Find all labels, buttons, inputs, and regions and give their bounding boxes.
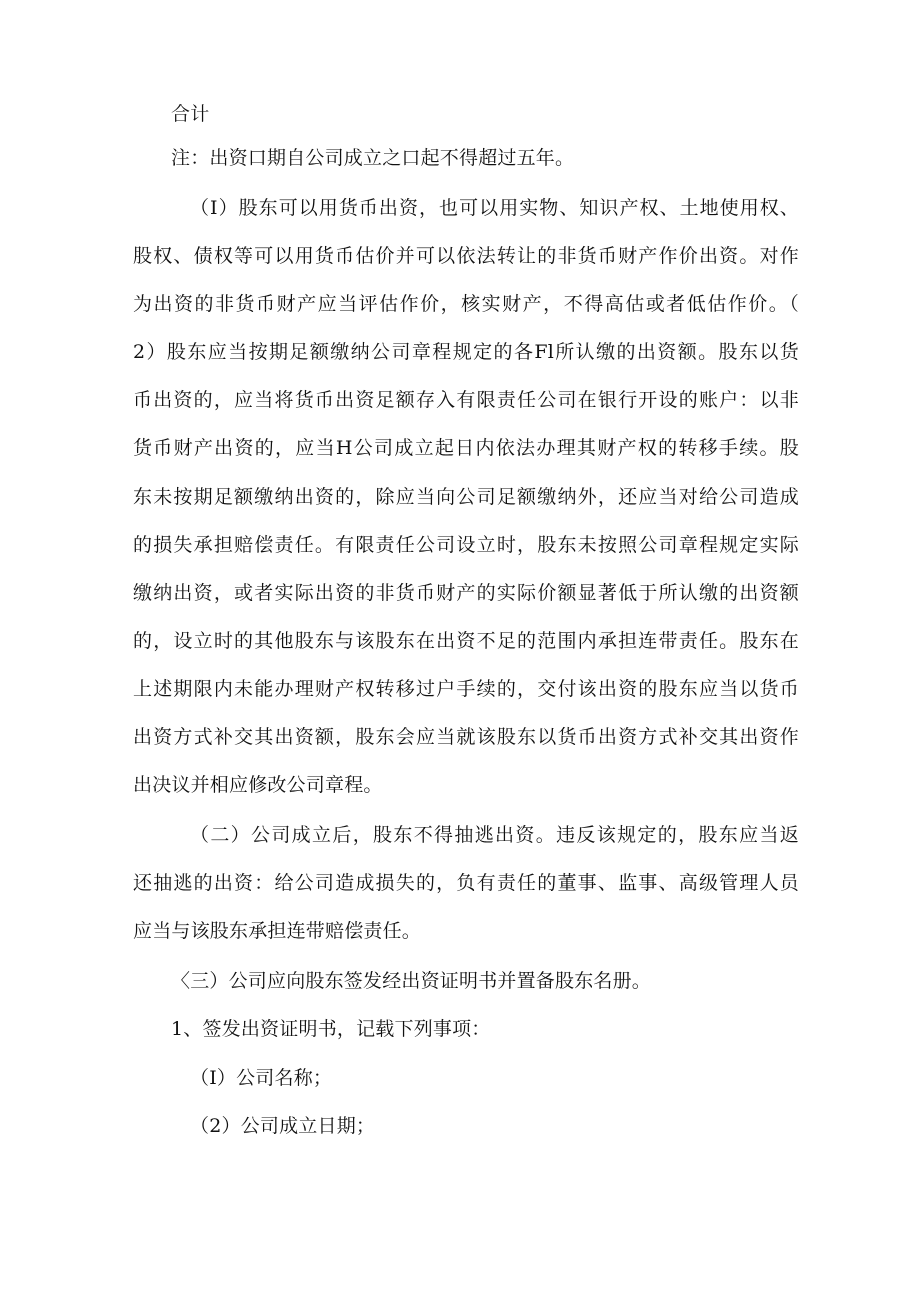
paragraph-3: 〈三）公司应向股东签发经出资证明书并置备股东名册。 [171, 970, 652, 992]
paragraph-2-line-3: 应当与该股东承担连带赔偿责任。 [133, 920, 422, 942]
list-item-1: （I）公司名称； [190, 1067, 333, 1089]
paragraph-1-line-12: 出资方式补交其出资额，股东会应当就该股东以货币出资方式补交其出资作 [133, 726, 799, 748]
list-item-2: （2）公司成立日期； [190, 1115, 376, 1137]
list-heading: 1、签发出资证明书，记载下列事项： [171, 1018, 491, 1040]
paragraph-2-line-1: （二）公司成立后，股东不得抽逃出资。违反该规定的，股东应当返 [190, 824, 799, 846]
paragraph-2-line-2: 还抽逃的出资：给公司造成损失的，负有责任的董事、监事、高级管理人员 [133, 872, 799, 894]
paragraph-1-line-9: 缴纳出资，或者实际出资的非货币财产的实际价额显著低于所认缴的出资额 [133, 582, 799, 604]
paragraph-1-line-6: 货币财产出资的，应当H公司成立起日内依法办理其财产权的转移手续。股 [133, 437, 799, 459]
paragraph-1-line-3: 为出资的非货币财产应当评估作价，核实财产，不得高估或者低估作价。（ [133, 293, 799, 315]
paragraph-1-line-7: 东未按期足额缴纳出资的，除应当向公司足额缴纳外，还应当对给公司造成 [133, 486, 799, 508]
paragraph-1-line-10: 的，设立时的其他股东与该股东在出资不足的范围内承担连带责任。股东在 [133, 630, 799, 652]
paragraph-1-line-4: 2）股东应当按期足额缴纳公司章程规定的各Fl所认缴的出资额。股东以货 [133, 341, 799, 363]
paragraph-1-line-2: 股权、债权等可以用货币估价并可以依法转让的非货币财产作价出资。对作 [133, 245, 799, 267]
note-line: 注：出资口期自公司成立之口起不得超过五年。 [171, 147, 575, 169]
paragraph-1-line-5: 币出资的，应当将货币出资足额存入有限责任公司在银行开设的账户：以非 [133, 389, 799, 411]
table-total-label: 合计 [171, 103, 210, 125]
paragraph-1-line-13: 出决议并相应修改公司章程。 [133, 774, 383, 796]
paragraph-1-line-1: （I）股东可以用货币出资，也可以用实物、知识产权、土地使用权、 [190, 197, 799, 219]
paragraph-1-line-11: 上述期限内未能办理财产权转移过户手续的，交付该出资的股东应当以货币 [133, 678, 799, 700]
paragraph-1-line-8: 的损失承担赔偿责任。有限责任公司设立时，股东未按照公司章程规定实际 [133, 534, 799, 556]
